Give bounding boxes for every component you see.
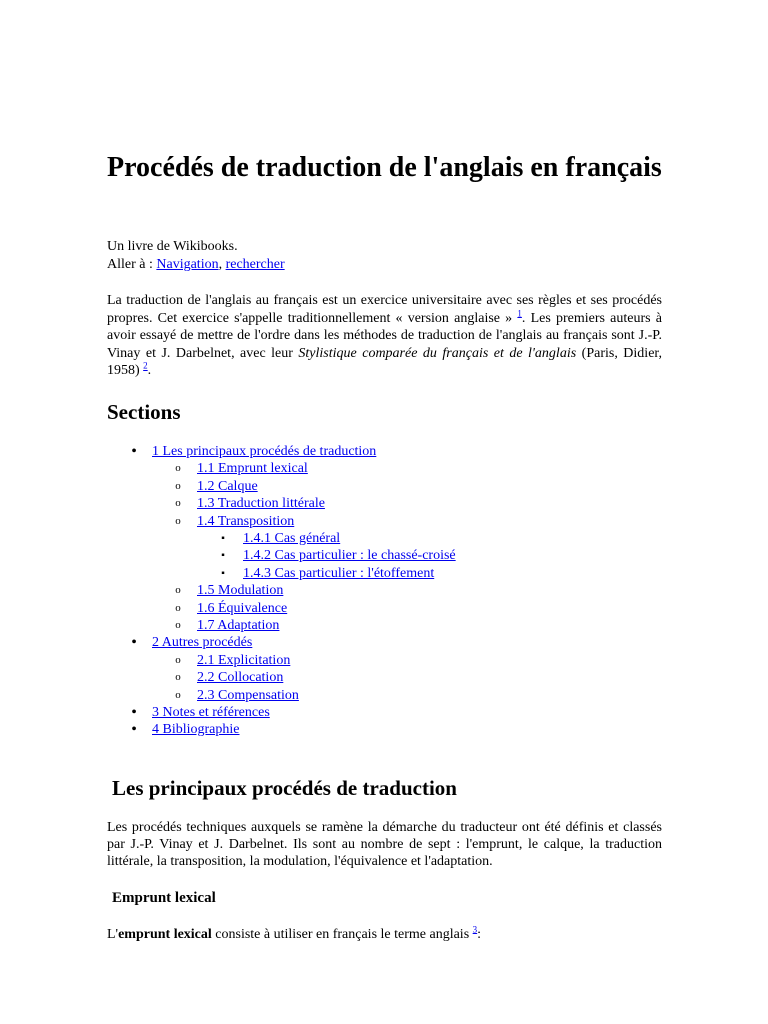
toc-bullet: o — [175, 584, 181, 597]
toc-link[interactable]: 1.3 Traduction littérale — [197, 496, 325, 512]
subsection-paragraph — [107, 926, 662, 943]
sub-text-mid: consiste à utiliser en français le terme anglais — [211, 927, 473, 942]
toc-bullet: ▪ — [221, 550, 225, 562]
toc-link[interactable]: 2.1 Explicitation — [197, 652, 291, 668]
goto-prefix: Aller à : — [107, 257, 157, 272]
toc-link[interactable]: 1.4.2 Cas particulier : le chassé-croisé — [243, 548, 456, 564]
intro-paragraph — [107, 292, 662, 380]
footnote-link-1[interactable]: 1 — [517, 307, 522, 318]
toc-bullet: • — [131, 443, 137, 460]
toc-link[interactable]: 2.2 Collocation — [197, 670, 284, 686]
toc-link[interactable]: 1.6 Équivalence — [197, 600, 288, 616]
toc-link[interactable]: 1.4 Transposition — [197, 513, 295, 529]
subtitle: Un livre de Wikibooks. — [107, 239, 238, 254]
subtitle-block — [107, 238, 662, 274]
toc-bullet: • — [131, 704, 137, 721]
toc-bullet: • — [131, 721, 137, 739]
navigation-link[interactable]: Navigation — [156, 257, 219, 272]
sub-text-end: : — [477, 927, 482, 942]
toc-bullet: ▪ — [221, 533, 225, 544]
sub-text-prefix: L' — [107, 927, 119, 942]
toc-bullet: • — [131, 634, 137, 652]
section-paragraph: Les procédés techniques auxquels se ramène la démarche du traducteur ont été définis et classés par J.-P. Vinay et J. Darbelnet. Ils sont au nombre de sept : l'emprunt, le calque, la traduction littérale, la transposition, la modulation, l'équivalence et l'adaptation. — [107, 820, 662, 869]
intro-text-2: . Les premiers auteurs à avoir essayé de mettre de l'ordre dans les méthodes de traduction de l'anglais au français sont J.-P. Vinay et J. Darbelnet, avec leur — [107, 310, 662, 361]
sections-heading: Sections — [107, 400, 181, 424]
intro-text-3: (Paris, Didier, 1958) — [107, 345, 663, 379]
toc-link[interactable]: 1.5 Modulation — [197, 583, 284, 599]
toc-link[interactable]: 1.2 Calque — [197, 478, 258, 494]
toc-bullet: o — [175, 601, 181, 614]
goto-separator: , — [218, 257, 226, 272]
subsection-heading: Emprunt lexical — [112, 890, 216, 906]
toc-bullet: o — [175, 514, 181, 527]
intro-text-1: La traduction de l'anglais au français est un exercice universitaire avec ses règles et ses procédés propres. Cet exercice s'appelle traditionnellement « version anglaise » — [107, 293, 662, 326]
toc-bullet: o — [175, 688, 181, 701]
toc-bullet: o — [175, 619, 181, 631]
search-link[interactable]: rechercher — [225, 257, 285, 272]
toc-link[interactable]: 1.4.3 Cas particulier : l'étoffement — [243, 565, 435, 581]
toc-link[interactable]: 2.3 Compensation — [197, 687, 299, 703]
page-title: Procédés de traduction de l'anglais en français — [107, 152, 662, 183]
footnote-link-3[interactable]: 3 — [472, 924, 478, 935]
toc-link[interactable]: 3 Notes et références — [152, 705, 270, 720]
toc-bullet: o — [175, 497, 181, 510]
book-title: Stylistique comparée du français et de l'anglais — [298, 345, 577, 361]
goto-line — [107, 256, 662, 274]
toc-link[interactable]: 1.4.1 Cas général — [243, 531, 341, 546]
section-heading: Les principaux procédés de traduction — [112, 776, 457, 800]
toc-bullet: o — [175, 671, 181, 684]
toc-bullet: o — [175, 653, 181, 666]
footnote-link-2[interactable]: 2 — [143, 360, 148, 371]
toc-link[interactable]: 1.7 Adaptation — [197, 618, 280, 633]
intro-text-4: . — [147, 363, 152, 379]
toc-bullet: o — [175, 479, 181, 492]
toc-bullet: o — [175, 462, 181, 475]
toc-link[interactable]: 1 Les principaux procédés de traduction — [152, 444, 377, 459]
toc-link[interactable]: 1.1 Emprunt lexical — [197, 461, 308, 477]
toc-link[interactable]: 4 Bibliographie — [152, 722, 240, 738]
toc-link[interactable]: 2 Autres procédés — [152, 635, 253, 651]
term-bold: emprunt lexical — [118, 927, 212, 942]
toc-bullet: ▪ — [221, 567, 225, 579]
